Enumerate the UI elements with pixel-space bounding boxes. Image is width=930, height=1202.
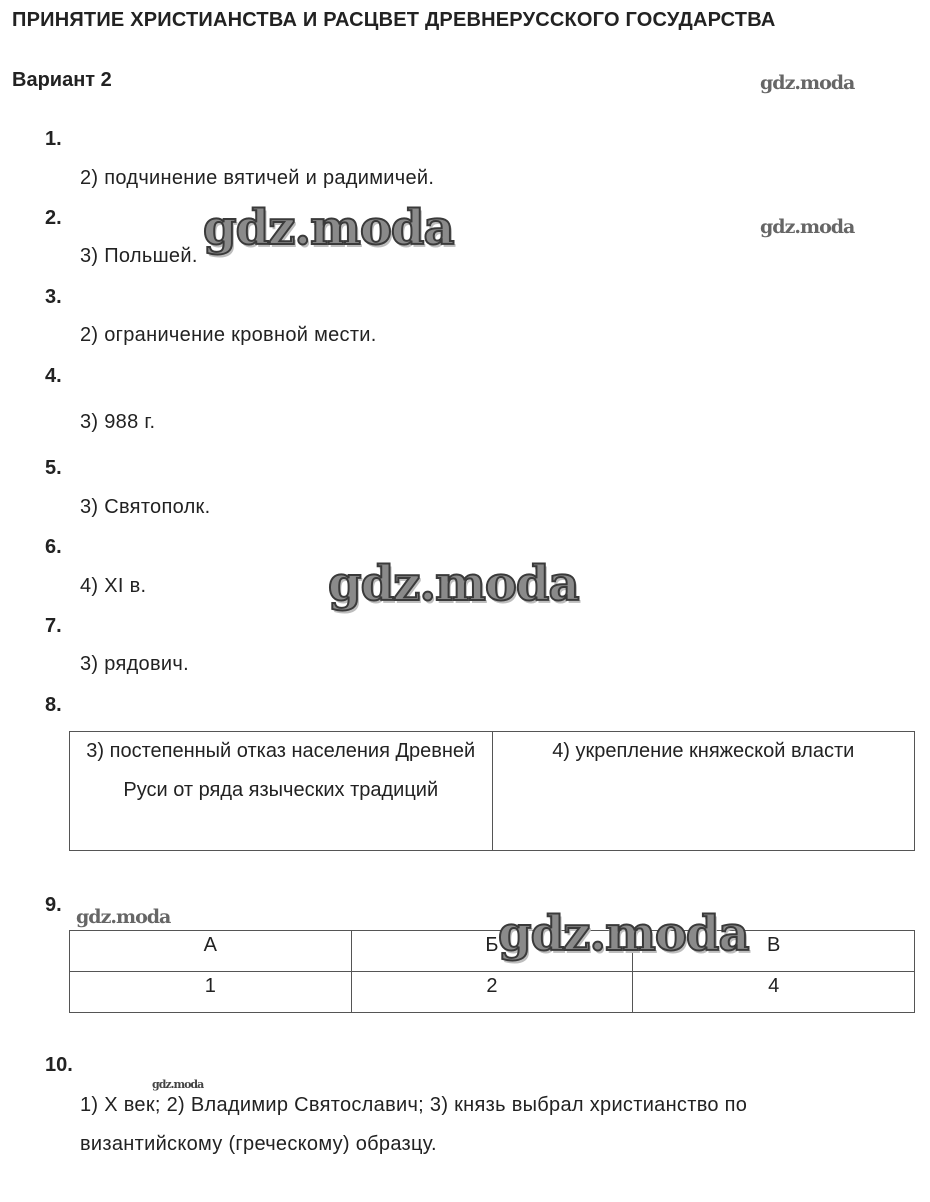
answer-text: 3) 988 г. bbox=[80, 411, 156, 433]
table-cell: 1 bbox=[70, 972, 352, 1013]
question-number: 5. bbox=[45, 457, 62, 479]
watermark-logo: gdz.moda bbox=[760, 72, 855, 94]
question-number: 9. bbox=[45, 894, 62, 916]
table-cell: 4 bbox=[633, 972, 915, 1013]
question-number: 4. bbox=[45, 365, 62, 387]
answer-text: 1) X век; 2) Владимир Святославич; 3) князь выбрал христианство по bbox=[80, 1094, 748, 1116]
watermark-logo: gdz.moda bbox=[152, 1078, 204, 1091]
table-header-row bbox=[70, 931, 915, 972]
answer-text: 4) XI в. bbox=[80, 575, 147, 597]
question-number: 1. bbox=[45, 128, 62, 150]
table-row bbox=[70, 972, 915, 1013]
page-title: ПРИНЯТИЕ ХРИСТИАНСТВА И РАСЦВЕТ ДРЕВНЕРУССКОГО ГОСУДАРСТВА bbox=[12, 9, 776, 31]
question-number: 3. bbox=[45, 286, 62, 308]
answer-text: 3) рядович. bbox=[80, 653, 189, 675]
watermark-logo: gdz.moda bbox=[203, 200, 454, 256]
question-number: 8. bbox=[45, 694, 62, 716]
question-number: 2. bbox=[45, 207, 62, 229]
question-number: 10. bbox=[45, 1054, 73, 1076]
watermark-logo: gdz.moda bbox=[328, 556, 579, 612]
answer-text: византийскому (греческому) образцу. bbox=[80, 1133, 437, 1155]
table-header-cell: В bbox=[633, 931, 915, 972]
table-header-cell: А bbox=[70, 931, 352, 972]
answer-text: 3) Польшей. bbox=[80, 245, 198, 267]
answer-table-9 bbox=[69, 930, 915, 1013]
question-number: 6. bbox=[45, 536, 62, 558]
question-number: 7. bbox=[45, 615, 62, 637]
watermark-logo: gdz.moda bbox=[498, 906, 749, 962]
variant-label: Вариант 2 bbox=[12, 69, 112, 91]
answer-text: 3) Святополк. bbox=[80, 496, 211, 518]
watermark-logo: gdz.moda bbox=[76, 906, 171, 928]
table-cell: 4) укрепление княжеской власти bbox=[492, 732, 915, 851]
table-cell: 3) постепенный отказ населения Древней Руси от ряда языческих традиций bbox=[70, 732, 493, 851]
table-row bbox=[70, 732, 915, 851]
table-cell: 2 bbox=[351, 972, 633, 1013]
answer-table-8 bbox=[69, 731, 915, 851]
table-header-cell: Б bbox=[351, 931, 633, 972]
answer-text: 2) ограничение кровной мести. bbox=[80, 324, 377, 346]
watermark-logo: gdz.moda bbox=[760, 216, 855, 238]
answer-text: 2) подчинение вятичей и радимичей. bbox=[80, 167, 435, 189]
